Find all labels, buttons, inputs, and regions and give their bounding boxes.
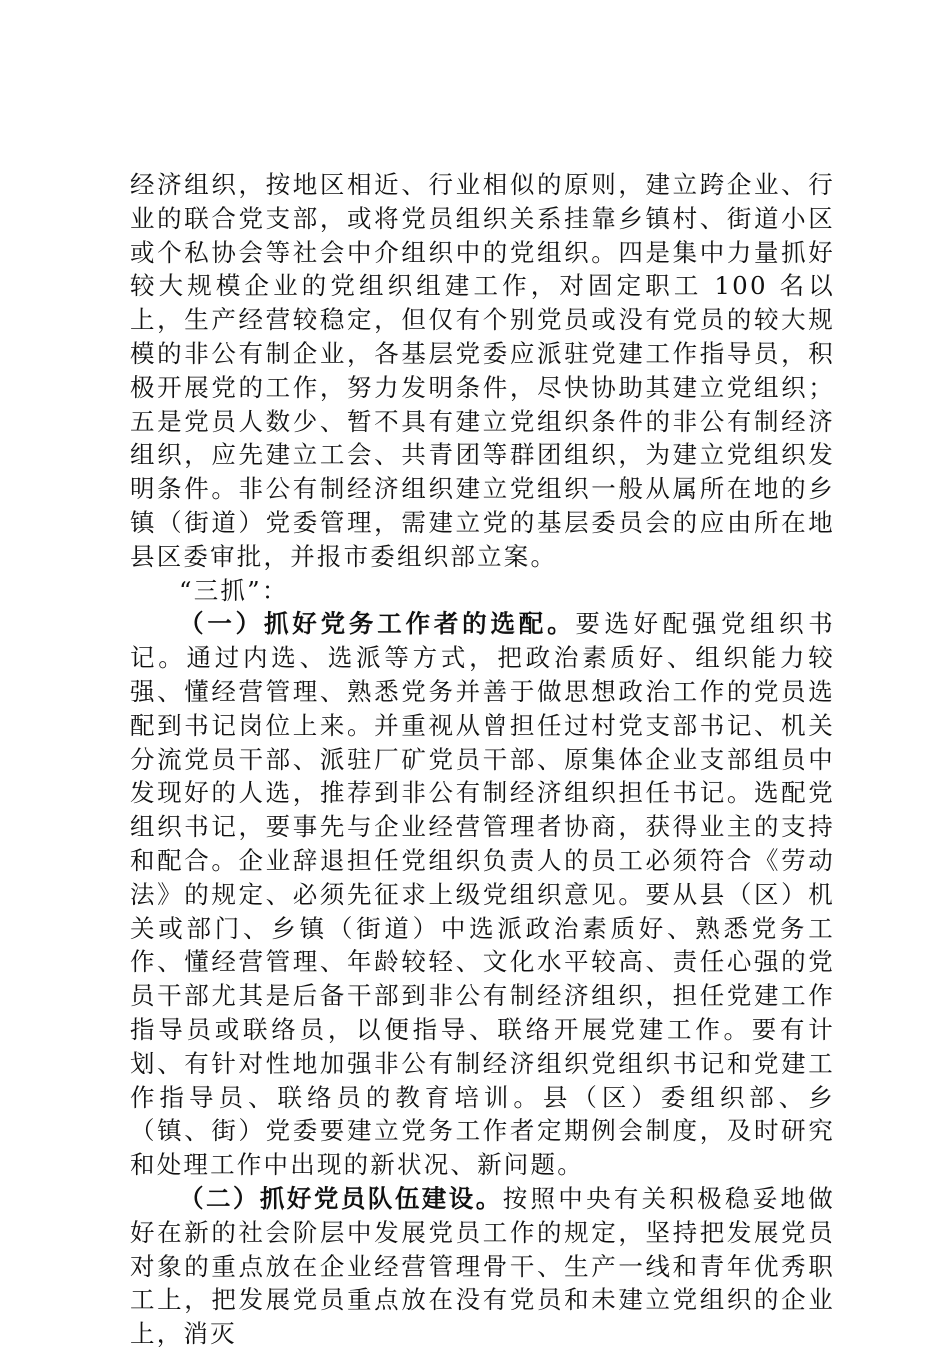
section-heading: （二）抓好党员队伍建设。 (179, 1183, 503, 1213)
paragraph-text: “三抓”： (179, 575, 289, 605)
paragraph-organization-building (130, 168, 835, 574)
paragraph-text: 经济组织，按地区相近、行业相似的原则，建立跨企业、行业的联合党支部，或将党员组织关系挂靠乡镇村、街道小区或个私协会等社会中介组织中的党组织。四是集中力量抓好较大规模企业的党组织组建工作，对固定职工 100 名以上，生产经营较稳定，但仅有个别党员或没有党员的较大规模的非公有制企业，各基层党委应派驻党建工作指导员，积极开展党的工作，努力发明条件，尽快协助其建立党组织；五是党员人数少、暂不具有建立党组织条件的非公有制经济组织，应先建立工会、共青团等群团组织，为建立党组织发明条件。非公有制经济组织建立党组织一般从属所在地的乡镇（街道）党委管理，需建立党的基层委员会的应由所在地县区委审批，并报市委组织部立案。 (130, 170, 835, 571)
paragraph-three-focus (130, 574, 835, 608)
document-body (130, 168, 835, 1351)
paragraph-text: 按照中央有关积极稳妥地做好在新的社会阶层中发展党员工作的规定，坚持把发展党员对象的重点放在企业经营管理骨干、生产一线和青年优秀职工上，把发展党员重点放在没有党员和未建立党组织的企业上，消灭 (130, 1183, 835, 1349)
section-heading: （一）抓好党务工作者的选配。 (179, 609, 576, 639)
paragraph-text: 要选好配强党组织书记。通过内选、选派等方式，把政治素质好、组织能力较强、懂经营管理、熟悉党务并善于做思想政治工作的党员选配到书记岗位上来。并重视从曾担任过村党支部书记、机关分流党员干部、派驻厂矿党员干部、原集体企业支部组员中发现好的人选，推荐到非公有制经济组织担任书记。选配党组织书记，要事先与企业经营管理者协商，获得业主的支持和配合。企业辞退担任党组织负责人的员工必须符合《劳动法》的规定、必须先征求上级党组织意见。要从县（区）机关或部门、乡镇（街道）中选派政治素质好、熟悉党务工作、懂经营管理、年龄较轻、文化水平较高、责任心强的党员干部尤其是后备干部到非公有制经济组织，担任党建工作指导员或联络员，以便指导、联络开展党建工作。要有计划、有针对性地加强非公有制经济组织党组织书记和党建工作指导员、联络员的教育培训。县（区）委组织部、乡（镇、街）党委要建立党务工作者定期例会制度，及时研究和处理工作中出现的新状况、新问题。 (130, 609, 835, 1180)
paragraph-party-worker-selection (130, 607, 835, 1182)
paragraph-party-member-team (130, 1182, 835, 1351)
